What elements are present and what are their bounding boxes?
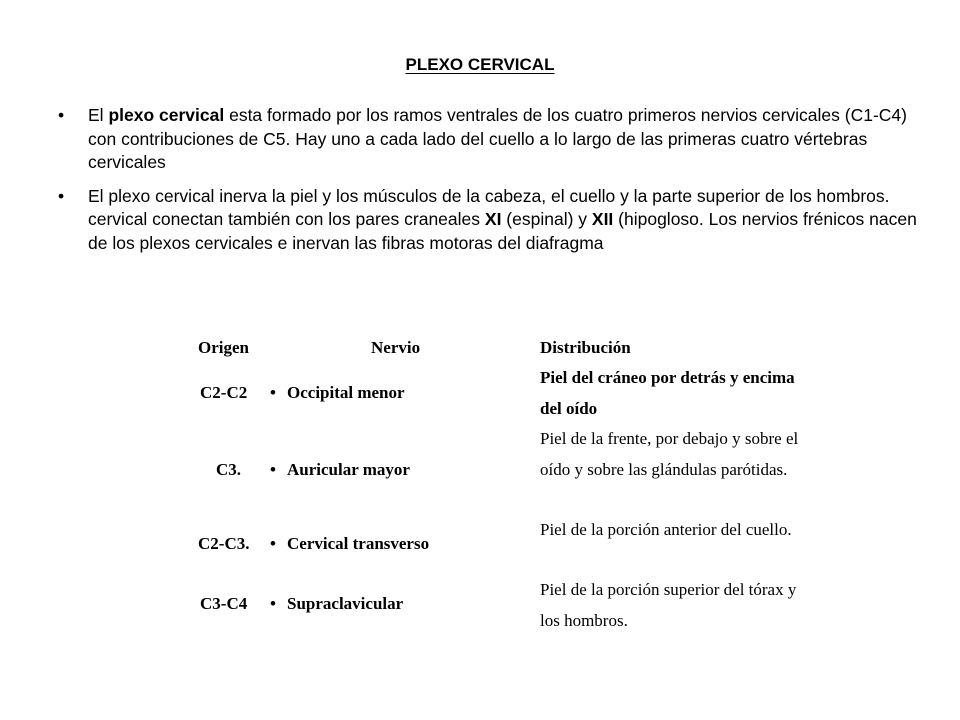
page-title	[0, 55, 960, 75]
row-4-distribucion: Piel de la porción superior del tórax y los hombros.	[540, 580, 797, 630]
row-1-distribucion: Piel del cráneo por detrás y encima del oído	[540, 368, 795, 418]
row-3-distribucion: Piel de la porción anterior del cuello.	[540, 520, 792, 539]
bullet-2-text-post: (hipogloso. Los nervios frénicos nacen de los plexos cervicales e inervan las fibras motoras del diafragma	[88, 209, 917, 253]
row-1-marker: •	[270, 383, 276, 402]
bullet-2-bold-xi: XI	[484, 209, 502, 229]
row-2-origen: C3.	[216, 460, 242, 479]
bullet-item-2	[58, 185, 938, 256]
row-2-nervio: Auricular mayor	[287, 460, 410, 479]
header-distribucion: Distribución	[540, 338, 631, 357]
bullet-2-text-mid: (espinal) y	[501, 209, 592, 229]
bullet-1-bold-term: plexo cervical	[108, 105, 225, 125]
row-3-marker: •	[270, 534, 276, 553]
bullet-dot: •	[58, 185, 65, 206]
bullet-2-text-pre: El plexo cervical inerva la piel y los músculos de la cabeza, el cuello y la parte superior de los hombros. cervical conectan también con los pares craneales	[88, 185, 890, 229]
row-4-origen: C3-C4	[200, 594, 248, 613]
header-origen: Origen	[198, 338, 249, 357]
row-1-origen: C2-C2	[200, 383, 248, 402]
bullet-1-text-pre: El	[88, 105, 109, 125]
header-nervio: Nervio	[371, 338, 421, 357]
page-title-text: PLEXO CERVICAL	[405, 55, 555, 74]
row-2-distribucion: Piel de la frente, por debajo y sobre el oído y sobre las glándulas parótidas.	[540, 429, 799, 479]
row-4-nervio: Supraclavicular	[287, 594, 404, 613]
bullet-2-bold-xii: XII	[591, 209, 614, 229]
bullet-item-1	[58, 104, 938, 175]
row-3-origen: C2-C3.	[198, 534, 250, 553]
row-2-marker: •	[270, 460, 276, 479]
row-4-marker: •	[270, 594, 276, 613]
bullet-dot: •	[58, 105, 65, 125]
bullet-1-text-rest: esta formado por los ramos ventrales de los cuatro primeros nervios cervicales (C1-C4) con contribuciones de C5. Hay uno a cada lado del cuello a lo largo de las primeras cuatro vértebras cervicales	[88, 105, 907, 172]
row-3-nervio: Cervical transverso	[287, 534, 430, 553]
row-1-nervio: Occipital menor	[287, 383, 405, 402]
bullet-list	[58, 104, 938, 265]
